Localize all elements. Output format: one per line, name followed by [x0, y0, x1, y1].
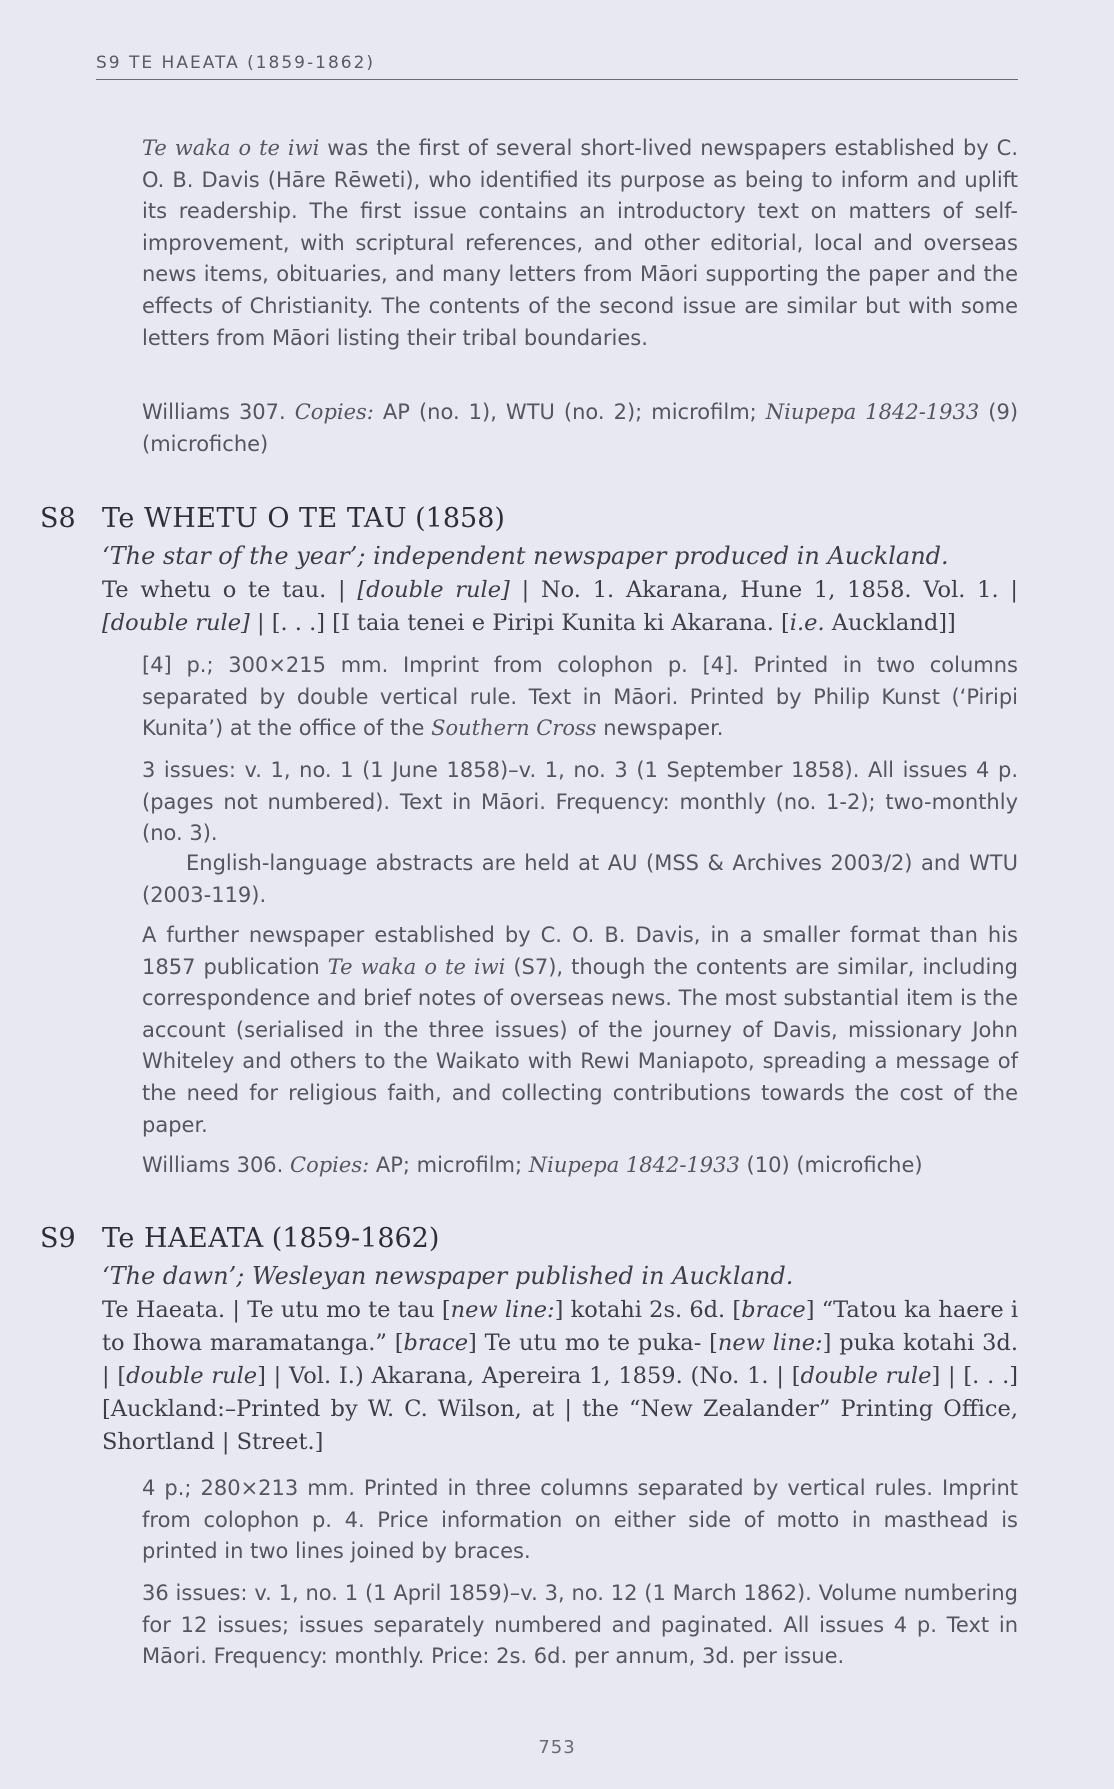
s9-entry-heading [40, 1222, 1020, 1256]
s9-entry-code: S9 [40, 1223, 76, 1254]
s9-t7: ] Te utu mo te puka- [ [468, 1330, 718, 1356]
running-head: S9 TE HAEATA (1859-1862) [96, 53, 1018, 80]
s8-entry-years: (1858) [415, 503, 505, 534]
s9-entry-years: (1859-1862) [271, 1223, 440, 1254]
s8-copies-text: AP; microfilm; [369, 1153, 529, 1177]
s8-note-title: Te waka o te iwi [327, 954, 506, 979]
s9-subtitle: ‘The dawn’; Wesleyan newspaper published in Auckland. [102, 1262, 794, 1290]
s8-t6: i.e. [789, 610, 825, 636]
s7-copies-label: Copies: [294, 400, 374, 424]
s8-copies-suffix: (10) (microfiche) [739, 1153, 923, 1177]
s8-t7: Auckland]] [824, 610, 956, 636]
s7-title-ref: Te waka o te iwi [142, 136, 320, 160]
s8-desc-text: [4] p.; 300×215 mm. Imprint from colophon p. [4]. Printed in two columns separated by double vertical rule. Text in Māori. Printed by Philip Kunst (‘Piripi Kunita’) at the office of the [142, 653, 1018, 741]
s7-copies-suffix: (9) (microfiche) [142, 400, 1019, 456]
s8-series-title: Niupepa 1842-1933 [528, 1153, 740, 1177]
s7-copies [142, 397, 1018, 460]
s8-subtitle: ‘The star of the year’; independent newspaper produced in Auckland. [102, 542, 949, 570]
s8-desc-paper: Southern Cross [431, 716, 597, 741]
s9-physical-description: 4 p.; 280×213 mm. Printed in three columns separated by vertical rules. Imprint from colophon p. 4. Price information on either side of motto in masthead is printed in two lines joined by braces. [142, 1476, 1018, 1564]
s7-description-text: was the first of several short-lived newspapers established by C. O. B. Davis (Hāre Rēweti), who identified its purpose as being to inform and uplift its readership. The first issue contains an introductory text on matters of self-improvement, with scriptural references, and other editorial, local and overseas news items, obituaries, and many letters from Māori supporting the paper and the effects of Christianity. The contents of the second issue are similar but with some letters from Māori listing their tribal boundaries. [142, 136, 1019, 350]
s8-physical-description [142, 650, 1018, 745]
s9-t8: new line: [717, 1330, 823, 1356]
s8-t3: | No. 1. Akarana, Hune 1, 1858. Vol. 1. | [509, 577, 1019, 603]
s9-t2: new line: [450, 1297, 555, 1323]
s9-t9: ] puka kotahi 3d. | [ [102, 1330, 1018, 1389]
s8-title-transcription [102, 574, 1018, 640]
s9-t11: ] | Vol. I.) Akarana, Apereira 1, 1859. (No. 1. | [ [257, 1363, 801, 1389]
s8-t1: Te whetu o te tau. | [102, 577, 358, 603]
s8-note-a: A further newspaper established by C. O. B. Davis, in a smaller format than his 1857 publication [142, 923, 1018, 979]
s7-copies-text: AP (no. 1), WTU (no. 2); microfilm; [373, 400, 766, 424]
s8-t5: | [. . .] [I taia tenei e Piripi Kunita ki Akarana. [ [249, 610, 790, 636]
s9-t12: double rule [800, 1363, 932, 1389]
s9-t5: ] “Tatou ka haere i to Ihowa maramatanga.” [ [102, 1297, 1019, 1356]
s8-williams-ref: Williams 306. [142, 1153, 291, 1177]
s8-desc-end: newspaper. [596, 716, 724, 741]
s8-entry-heading [40, 502, 1020, 536]
s8-issues: 3 issues: v. 1, no. 1 (1 June 1858)–v. 1, no. 3 (1 September 1858). All issues 4 p. (pages not numbered). Text in Māori. Frequency: monthly (no. 1-2); two-monthly (no. 3). [142, 758, 1018, 846]
s8-note-b: (S7), though the contents are similar, including correspondence and brief notes of overseas news. The most substantial item is the account (serialised in the three issues) of the journey of Davis, missionary John Whiteley and others to the Waikato with Rewi Maniapoto, spreading a message of the need for religious faith, and collecting contributions towards the cost of the paper. [142, 954, 1018, 1137]
s7-series-title: Niupepa 1842-1933 [765, 400, 980, 424]
page-number: 753 [538, 1737, 576, 1758]
s8-t2: [double rule] [357, 577, 510, 603]
s7-williams-ref: Williams 307. [142, 400, 295, 424]
s8-t4: [double rule] [102, 610, 250, 636]
s9-title-transcription [102, 1294, 1018, 1459]
s9-t6: brace [403, 1330, 469, 1356]
s9-t4: brace [741, 1297, 806, 1323]
s8-copies [142, 1150, 1018, 1182]
s8-entry-name: Te WHETU O TE TAU [102, 503, 408, 534]
s9-issues: 36 issues: v. 1, no. 1 (1 April 1859)–v. 3, no. 12 (1 March 1862). Volume numbering for 12 issues; issues separately numbered and paginated. All issues 4 p. Text in Māori. Frequency: monthly. Price: 2s. 6d. per annum, 3d. per issue. [142, 1581, 1018, 1669]
s8-copies-label: Copies: [290, 1153, 370, 1177]
s9-t13: ] | [. . .] [Auckland:–Printed by W. C. Wilson, at | the “New Zealander” Printing Office, Shortland | Street.] [102, 1363, 1019, 1455]
s8-note [142, 920, 1018, 1141]
s9-t1: Te Haeata. | Te utu mo te tau [ [102, 1297, 451, 1323]
s7-description [142, 133, 1018, 354]
s9-t10: double rule [126, 1363, 258, 1389]
s8-abstracts: English-language abstracts are held at AU (MSS & Archives 2003/2) and WTU (2003-119). [142, 851, 1018, 907]
s9-entry-name: Te HAEATA [102, 1223, 264, 1254]
s8-entry-code: S8 [40, 503, 76, 534]
s9-t3: ] kotahi 2s. 6d. [ [554, 1297, 742, 1323]
